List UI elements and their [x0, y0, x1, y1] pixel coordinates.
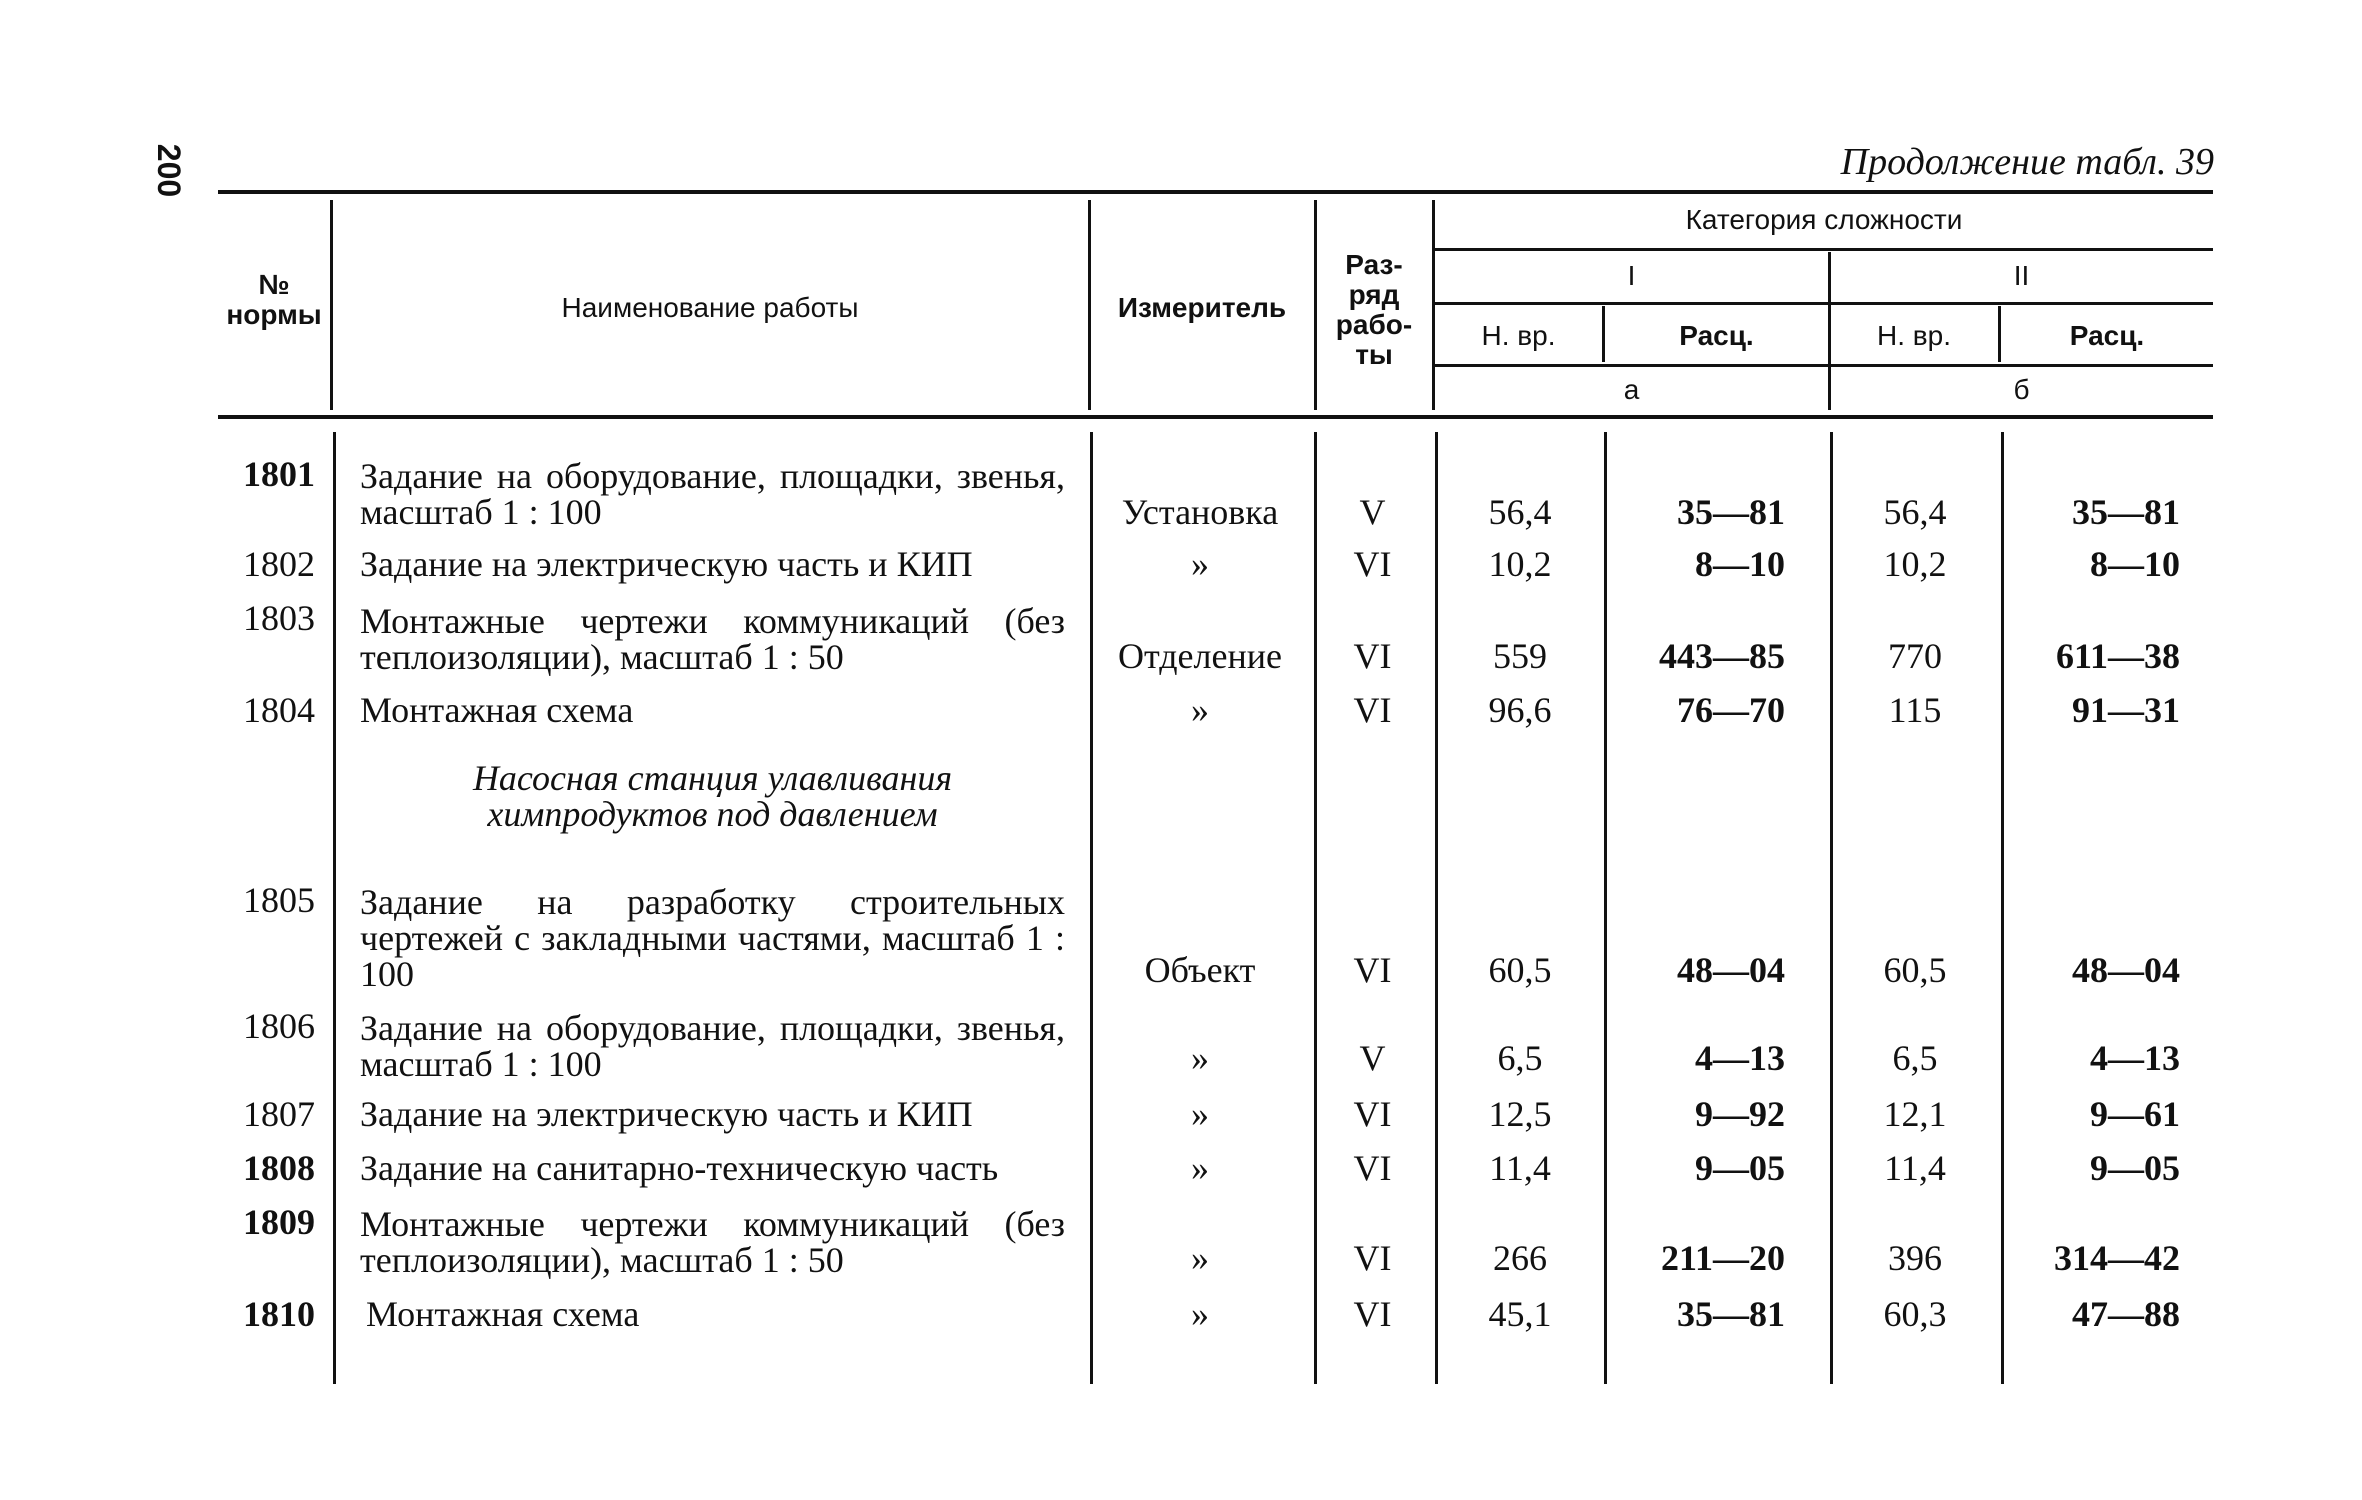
rate-I: 48—04 — [1677, 950, 1785, 990]
body-vline — [1830, 432, 1833, 1384]
grade: V — [1359, 492, 1386, 532]
norm-number: 1804 — [243, 690, 315, 730]
header-time-norm-II: Н. вр. — [1876, 320, 1951, 351]
rate-II: 314—42 — [2054, 1238, 2180, 1278]
norm-number: 1808 — [243, 1148, 315, 1188]
page-number: 200 — [151, 143, 188, 198]
unit: » — [1191, 1294, 1209, 1334]
rate-I: 4—13 — [1695, 1038, 1785, 1078]
time-norm-I: 559 — [1493, 636, 1547, 676]
unit: » — [1191, 1238, 1209, 1278]
norm-number: 1803 — [243, 598, 315, 638]
norm-number: 1807 — [243, 1094, 315, 1134]
norm-number: 1809 — [243, 1202, 315, 1242]
header-time-norm-I: Н. вр. — [1481, 320, 1556, 351]
header-complexity-category: Категория сложности — [1685, 204, 1963, 235]
time-norm-II: 12,1 — [1883, 1094, 1947, 1134]
unit: Установка — [1121, 492, 1279, 532]
grade: VI — [1353, 636, 1392, 676]
rate-I: 9—05 — [1695, 1148, 1785, 1188]
rate-I: 35—81 — [1677, 1294, 1785, 1334]
unit: » — [1191, 1038, 1209, 1078]
header-category-I: I — [1627, 260, 1636, 291]
rate-I: 8—10 — [1695, 544, 1785, 584]
rate-II: 9—61 — [2090, 1094, 2180, 1134]
rate-II: 611—38 — [2055, 636, 2180, 676]
time-norm-I: 60,5 — [1488, 950, 1552, 990]
time-norm-II: 60,5 — [1883, 950, 1947, 990]
work-name: Монтажная схема — [366, 1294, 640, 1334]
unit: » — [1191, 1148, 1209, 1188]
rate-II: 4—13 — [2090, 1038, 2180, 1078]
rate-I: 9—92 — [1695, 1094, 1785, 1134]
time-norm-II: 56,4 — [1883, 492, 1947, 532]
rate-I: 443—85 — [1659, 636, 1785, 676]
grade: VI — [1353, 1148, 1392, 1188]
time-norm-II: 10,2 — [1883, 544, 1947, 584]
time-norm-I: 10,2 — [1488, 544, 1552, 584]
header-sub-a: а — [1623, 374, 1640, 405]
grade: VI — [1353, 1238, 1392, 1278]
grade: VI — [1353, 1294, 1392, 1334]
unit: Объект — [1144, 950, 1256, 990]
header-work-name: Наименование работы — [561, 292, 859, 323]
norm-number: 1810 — [243, 1294, 315, 1334]
unit: » — [1191, 544, 1209, 584]
category-rule — [1435, 248, 2213, 251]
work-name: Монтажная схема — [360, 690, 634, 730]
top-rule — [218, 190, 2213, 194]
header-rate-II: Расц. — [2069, 320, 2145, 351]
time-norm-I: 12,5 — [1488, 1094, 1552, 1134]
rate-I: 35—81 — [1677, 492, 1785, 532]
time-norm-II: 770 — [1888, 636, 1942, 676]
time-norm-I: 96,6 — [1488, 690, 1552, 730]
work-name: Задание на электрическую часть и КИП — [360, 544, 973, 584]
body-vline — [1314, 432, 1317, 1384]
time-norm-I: 56,4 — [1488, 492, 1552, 532]
grade: V — [1359, 1038, 1386, 1078]
time-norm-I: 266 — [1493, 1238, 1547, 1278]
header-vline — [1314, 200, 1317, 410]
rate-II: 35—81 — [2072, 492, 2180, 532]
header-bottom-rule — [218, 415, 2213, 419]
time-norm-I: 6,5 — [1497, 1038, 1543, 1078]
header-category-II: II — [2013, 260, 2030, 291]
header-vline — [1088, 200, 1091, 410]
rate-I: 211—20 — [1660, 1238, 1785, 1278]
grade: VI — [1353, 544, 1392, 584]
grade: VI — [1353, 1094, 1392, 1134]
norm-number: 1805 — [243, 880, 315, 920]
grade: VI — [1353, 950, 1392, 990]
header-unit: Измеритель — [1117, 292, 1287, 323]
rate-II: 48—04 — [2072, 950, 2180, 990]
time-norm-I: 11,4 — [1489, 1148, 1551, 1188]
header-grade: Раз- ряд рабо- ты — [1335, 249, 1413, 370]
body-vline — [1435, 432, 1438, 1384]
header-sub-b: б — [2013, 374, 2030, 405]
rate-II: 9—05 — [2090, 1148, 2180, 1188]
header-rate-I: Расц. — [1679, 320, 1754, 351]
work-name: Задание на электрическую часть и КИП — [360, 1094, 973, 1134]
work-name: Задание на разработку строительных чертежей с закладными частями, масштаб 1 : 100 — [360, 882, 1065, 994]
table-continuation-caption: Продолжение табл. 39 — [1840, 141, 2214, 183]
section-heading: Насосная станция улавливания химпродуктов под давлением — [472, 758, 953, 834]
unit: Отделение — [1117, 636, 1282, 676]
rate-II: 47—88 — [2072, 1294, 2180, 1334]
subcategory-rule — [1435, 302, 2213, 305]
header-vline — [330, 200, 333, 410]
time-norm-II: 396 — [1888, 1238, 1942, 1278]
work-name: Монтажные чертежи коммуникаций (без теплоизоляции), масштаб 1 : 50 — [360, 601, 1065, 677]
rate-rule — [1435, 364, 2213, 367]
grade: VI — [1353, 690, 1392, 730]
work-name: Задание на санитарно-техническую часть — [360, 1148, 999, 1188]
body-vline — [333, 432, 336, 1384]
work-name: Задание на оборудование, площадки, звенья, масштаб 1 : 100 — [360, 1008, 1065, 1084]
work-name: Монтажные чертежи коммуникаций (без теплоизоляции), масштаб 1 : 50 — [360, 1204, 1065, 1280]
unit: » — [1191, 690, 1209, 730]
time-norm-I: 45,1 — [1488, 1294, 1552, 1334]
norm-number: 1801 — [243, 454, 315, 494]
rate-II: 91—31 — [2072, 690, 2180, 730]
time-norm-II: 11,4 — [1884, 1148, 1946, 1188]
time-norm-II: 115 — [1888, 690, 1942, 730]
header-norm-number: № нормы — [226, 269, 322, 330]
norm-number: 1802 — [243, 544, 315, 584]
norm-number: 1806 — [243, 1006, 315, 1046]
time-norm-II: 6,5 — [1892, 1038, 1938, 1078]
work-name: Задание на оборудование, площадки, звенья, масштаб 1 : 100 — [360, 456, 1065, 532]
rate-II: 8—10 — [2090, 544, 2180, 584]
unit: » — [1191, 1094, 1209, 1134]
time-norm-II: 60,3 — [1883, 1294, 1947, 1334]
rate-I: 76—70 — [1677, 690, 1785, 730]
